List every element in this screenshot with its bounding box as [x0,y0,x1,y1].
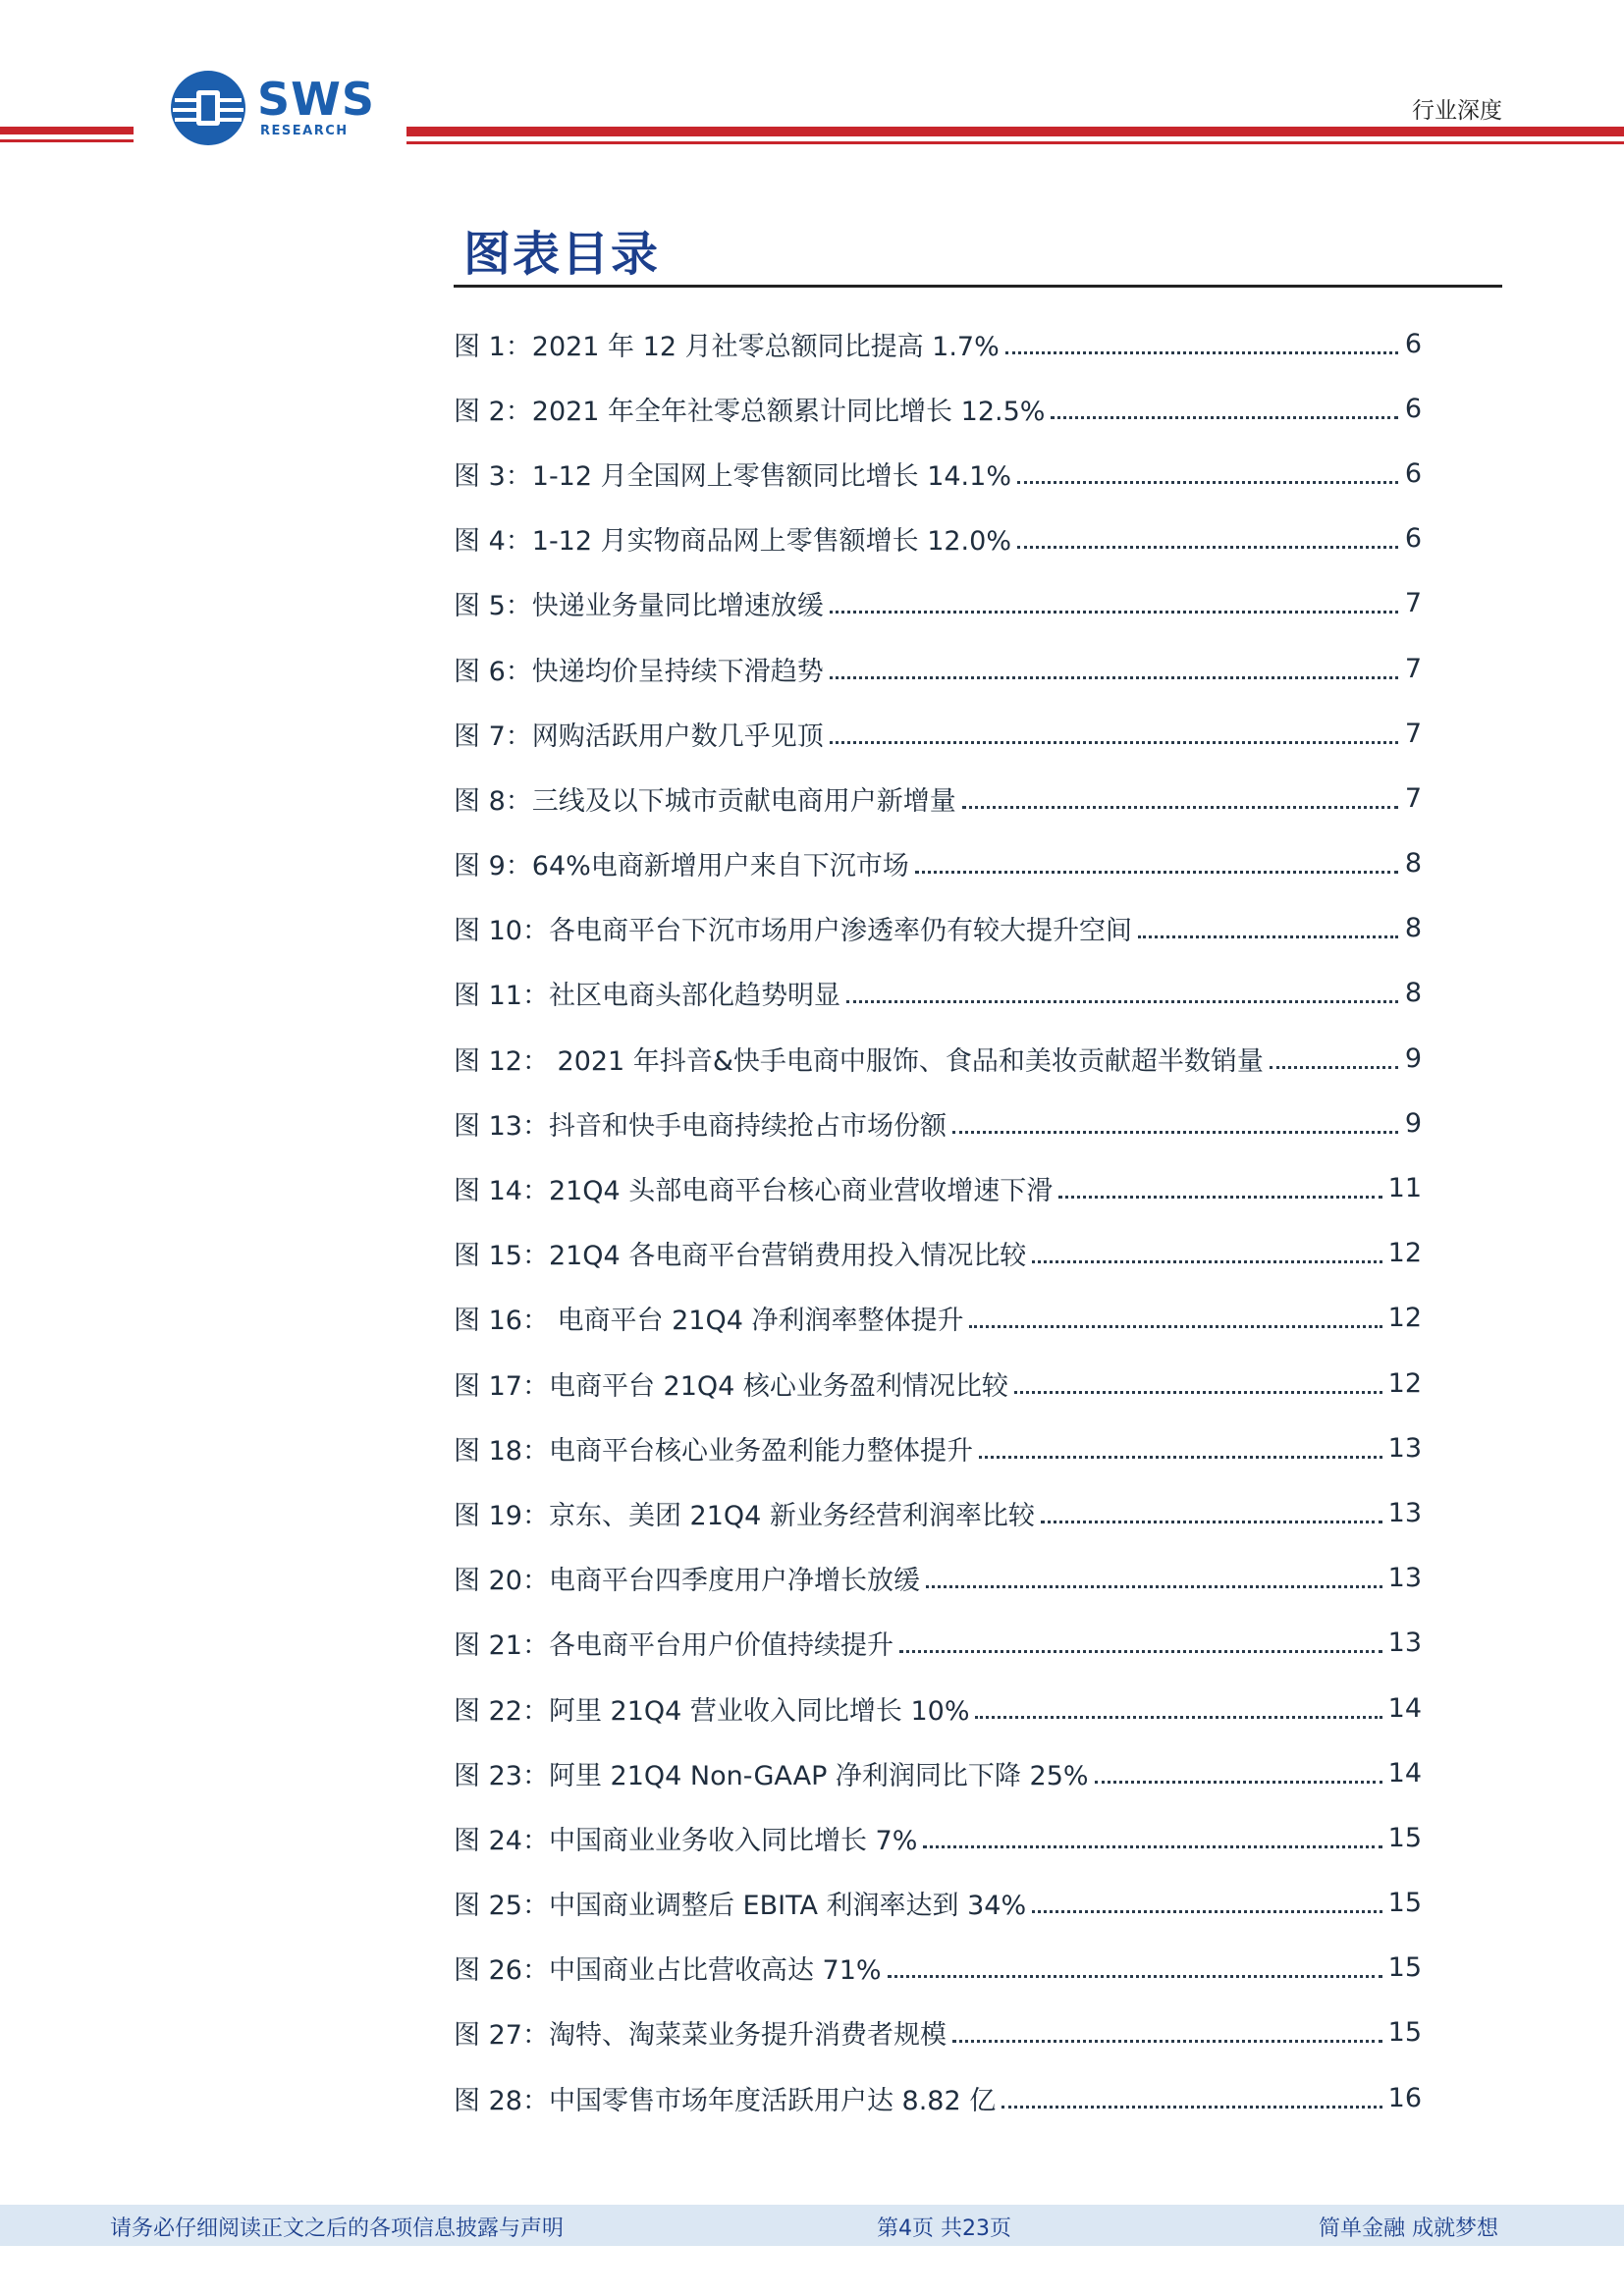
toc-entry-page: 7 [1404,653,1422,684]
toc-entry[interactable] [454,1286,1422,1351]
toc-dot-leader [915,871,1398,874]
toc-entry-page: 13 [1387,1497,1422,1528]
toc-dot-leader [952,1131,1398,1134]
toc-entry-page: 7 [1404,588,1422,619]
toc-entry[interactable] [454,571,1422,636]
toc-entry[interactable] [454,2001,1422,2065]
header-rule-left-thin [0,139,134,142]
toc-entry-label: 图 7：网购活跃用户数几乎见顶 [454,721,824,752]
toc-entry-label: 图 15：21Q4 各电商平台营销费用投入情况比较 [454,1241,1027,1272]
toc-dot-leader [830,741,1398,744]
toc-entry-label: 图 25：中国商业调整后 EBITA 利润率达到 34% [454,1891,1027,1922]
toc-entry-label: 图 17：电商平台 21Q4 核心业务盈利情况比较 [454,1370,1008,1402]
toc-entry-label: 图 27：淘特、淘菜菜业务提升消费者规模 [454,2020,947,2052]
toc-entry[interactable] [454,1611,1422,1676]
toc-dot-leader [1005,351,1398,354]
sws-logo [169,67,385,151]
toc-entry-label: 图 24：中国商业业务收入同比增长 7% [454,1825,918,1856]
toc-dot-leader [1051,416,1398,419]
toc-dot-leader [969,1325,1381,1328]
toc-entry-label: 图 21：各电商平台用户价值持续提升 [454,1630,893,1662]
toc-entry-page: 6 [1404,523,1422,555]
toc-entry-page: 15 [1387,1888,1422,1919]
toc-dot-leader [899,1650,1382,1653]
toc-entry-label: 图 1：2021 年 12 月社零总额同比提高 1.7% [454,331,1000,362]
toc-dot-leader [1032,1260,1381,1263]
toc-entry-label: 图 2：2021 年全年社零总额累计同比增长 12.5% [454,396,1046,427]
toc-entry[interactable] [454,1351,1422,1415]
toc-entry-label: 图 6：快递均价呈持续下滑趋势 [454,656,824,687]
toc-entry-page: 16 [1387,2082,1422,2113]
toc-entry[interactable] [454,766,1422,830]
toc-dot-leader [830,676,1398,679]
toc-entry[interactable] [454,1091,1422,1155]
toc-entry-page: 7 [1404,718,1422,749]
toc-entry[interactable] [454,1871,1422,1936]
toc-dot-leader [1138,935,1398,938]
toc-entry-label: 图 10：各电商平台下沉市场用户渗透率仍有较大提升空间 [454,916,1132,947]
toc-entry-page: 12 [1387,1367,1422,1399]
toc-dot-leader [1270,1066,1398,1069]
toc-dot-leader [1058,1196,1381,1199]
toc-dot-leader [846,1000,1398,1003]
toc-entry[interactable] [454,1805,1422,1870]
toc-entry[interactable] [454,441,1422,506]
toc-entry-page: 9 [1404,1107,1422,1139]
footer-disclaimer: 请务必仔细阅读正文之后的各项信息披露与声明 [110,2216,565,2241]
report-type-label: 行业深度 [1412,98,1502,124]
toc-dot-leader [1017,481,1398,484]
toc-entry-page: 14 [1387,1692,1422,1724]
footer-page-number: 第4页 共23页 [877,2216,1011,2241]
header-rule-right [406,127,1624,136]
toc-entry-label: 图 26：中国商业占比营收高达 71% [454,1955,882,1987]
toc-dot-leader [962,806,1398,809]
toc-dot-leader [926,1585,1382,1588]
toc-dot-leader [1014,1391,1382,1394]
toc-entry-label: 图 8：三线及以下城市贡献电商用户新增量 [454,785,956,817]
toc-entry-label: 图 3：1-12 月全国网上零售额同比增长 14.1% [454,460,1011,492]
toc-entry[interactable] [454,376,1422,441]
toc-dot-leader [830,611,1398,614]
header-rule-left [0,127,134,134]
toc-entry[interactable] [454,1936,1422,2001]
sws-globe-icon [169,69,247,147]
toc-entry-page: 8 [1404,913,1422,944]
toc-entry-page: 15 [1387,1822,1422,1853]
toc-entry-page: 8 [1404,848,1422,880]
toc-dot-leader [975,1716,1381,1719]
toc-entry-label: 图 23：阿里 21Q4 Non-GAAP 净利润同比下降 25% [454,1760,1089,1791]
toc-dot-leader [1001,2106,1381,2109]
toc-entry-label: 图 14：21Q4 头部电商平台核心商业营收增速下滑 [454,1176,1054,1207]
toc-entry[interactable] [454,896,1422,961]
toc-entry-page: 7 [1404,782,1422,814]
toc-entry[interactable] [454,1740,1422,1805]
toc-entry-page: 11 [1387,1173,1422,1204]
toc-entry[interactable] [454,507,1422,571]
toc-entry-label: 图 22：阿里 21Q4 营业收入同比增长 10% [454,1695,970,1727]
toc-entry-page: 9 [1404,1042,1422,1074]
toc-entry[interactable] [454,1546,1422,1611]
toc-entry-label: 图 5：快递业务量同比增速放缓 [454,591,824,622]
toc-entry-page: 8 [1404,978,1422,1009]
toc-title: 图表目录 [463,227,661,282]
toc-entry-page: 12 [1387,1303,1422,1334]
footer-slogan: 简单金融 成就梦想 [1319,2216,1498,2241]
toc-entry[interactable] [454,2065,1422,2130]
toc-entry-label: 图 13：抖音和快手电商持续抢占市场份额 [454,1110,947,1142]
toc-entry-label: 图 16： 电商平台 21Q4 净利润率整体提升 [454,1306,964,1337]
toc-dot-leader [888,1975,1382,1978]
toc-entry-page: 6 [1404,457,1422,489]
figure-index-list [454,311,1422,2130]
toc-entry-page: 12 [1387,1238,1422,1269]
toc-entry[interactable] [454,1026,1422,1091]
toc-dot-leader [1017,546,1398,549]
toc-entry-label: 图 18：电商平台核心业务盈利能力整体提升 [454,1435,973,1467]
toc-dot-leader [979,1456,1382,1459]
toc-entry-label: 图 12： 2021 年抖音&快手电商中服饰、食品和美妆贡献超半数销量 [454,1045,1264,1077]
toc-entry-page: 15 [1387,2017,1422,2049]
toc-title-divider [454,285,1502,288]
toc-entry[interactable] [454,1676,1422,1740]
toc-entry-page: 6 [1404,328,1422,359]
toc-dot-leader [1032,1910,1382,1913]
toc-entry-label: 图 28：中国零售市场年度活跃用户达 8.82 亿 [454,2085,997,2116]
toc-entry[interactable] [454,636,1422,701]
logo-subtext: RESEARCH [260,124,349,138]
toc-entry[interactable] [454,961,1422,1026]
toc-entry-page: 14 [1387,1757,1422,1789]
toc-entry-page: 13 [1387,1563,1422,1594]
toc-entry-label: 图 11：社区电商头部化趋势明显 [454,981,840,1012]
toc-dot-leader [1095,1781,1382,1784]
toc-entry-page: 15 [1387,1952,1422,1984]
toc-dot-leader [1041,1521,1382,1523]
toc-entry[interactable] [454,701,1422,766]
toc-entry[interactable] [454,1480,1422,1545]
logo-wordmark: SWS [257,73,375,126]
toc-entry-label: 图 9：64%电商新增用户来自下沉市场 [454,851,909,882]
toc-entry-label: 图 19：京东、美团 21Q4 新业务经营利润率比较 [454,1500,1035,1531]
toc-entry-page: 13 [1387,1432,1422,1464]
toc-entry-label: 图 4：1-12 月实物商品网上零售额增长 12.0% [454,526,1011,558]
toc-entry-page: 6 [1404,393,1422,424]
header-rule-right-thin [406,141,1624,144]
toc-entry[interactable] [454,1155,1422,1220]
toc-entry[interactable] [454,311,1422,376]
toc-entry[interactable] [454,831,1422,896]
toc-dot-leader [952,2040,1382,2043]
toc-entry[interactable] [454,1221,1422,1286]
toc-dot-leader [923,1845,1381,1848]
toc-entry-label: 图 20：电商平台四季度用户净增长放缓 [454,1566,920,1597]
toc-entry[interactable] [454,1415,1422,1480]
toc-entry-page: 13 [1387,1628,1422,1659]
